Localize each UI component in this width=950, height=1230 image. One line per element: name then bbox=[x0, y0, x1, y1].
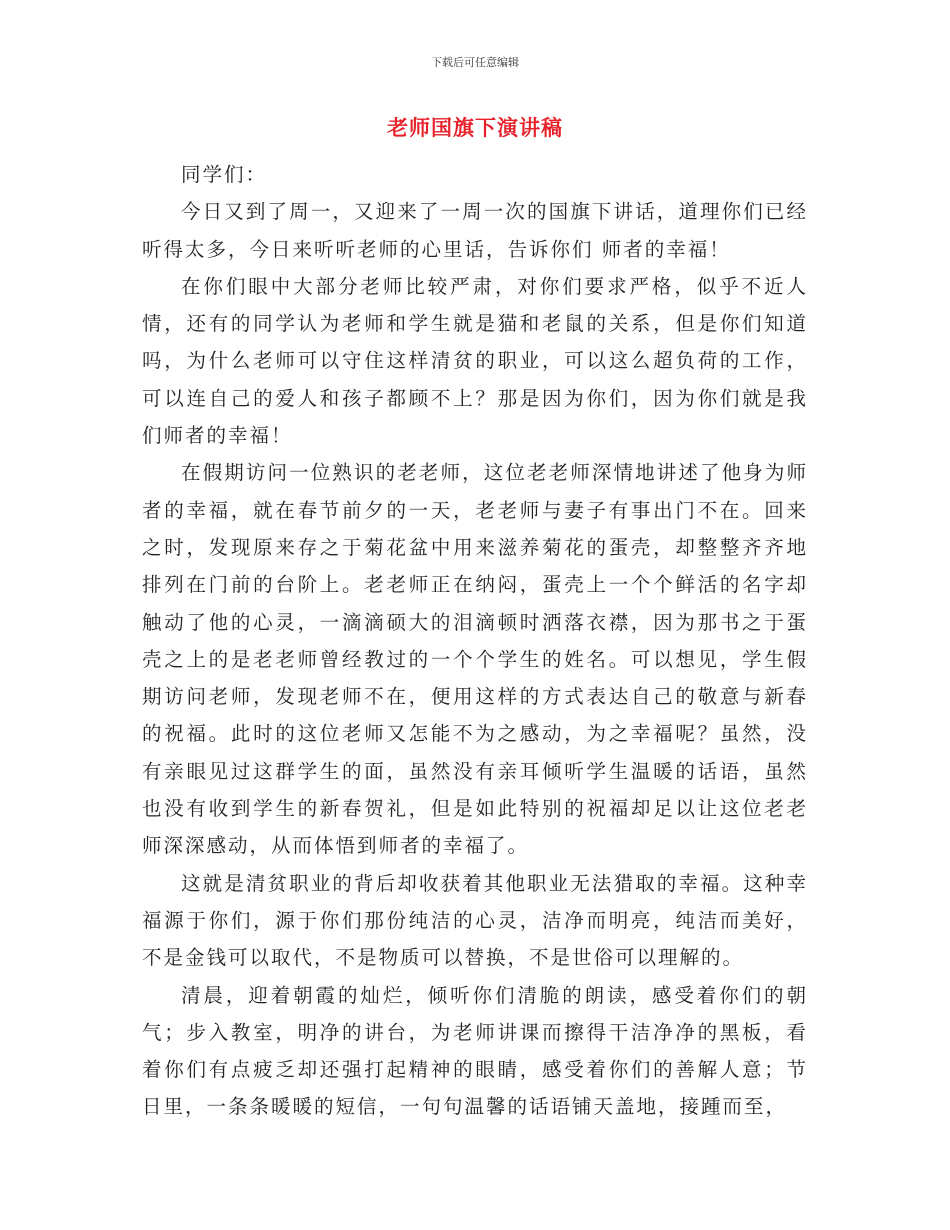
header-note: 下载后可任意编辑 bbox=[431, 56, 519, 69]
paragraph: 清晨，迎着朝霞的灿烂，倾听你们清脆的朗读，感受着你们的朝气；步入教室，明净的讲台，为老师讲课而擦得干洁净净的黑板，看着你们有点疲乏却还强打起精神的眼睛，感受着你们的善解人意；节日里，一条条暖暖的短信，一句句温馨的话语铺天盖地，接踵而至， bbox=[142, 983, 808, 1119]
paragraph: 这就是清贫职业的背后却收获着其他职业无法猎取的幸福。这种幸福源于你们，源于你们那份纯洁的心灵，洁净而明亮，纯洁而美好，不是金钱可以取代，不是物质可以替换，不是世俗可以理解的。 bbox=[142, 871, 808, 970]
paragraph: 今日又到了周一，又迎来了一周一次的国旗下讲话，道理你们已经听得太多，今日来听听老师的心里话，告诉你们 师者的幸福！ bbox=[142, 200, 808, 261]
document-body bbox=[142, 156, 808, 1126]
paragraph: 在假期访问一位熟识的老老师，这位老老师深情地讲述了他身为师者的幸福，就在春节前夕的一天，老老师与妻子有事出门不在。回来之时，发现原来存之于菊花盆中用来滋养菊花的蛋壳，却整整齐齐地排列在门前的台阶上。老老师正在纳闷，蛋壳上一个个鲜活的名字却触动了他的心灵，一滴滴硕大的泪滴顿时洒落衣襟，因为那书之于蛋壳之上的是老老师曾经教过的一个个学生的姓名。可以想见，学生假期访问老师，发现老师不在，便用这样的方式表达自己的敬意与新春的祝福。此时的这位老师又怎能不为之感动，为之幸福呢？虽然，没有亲眼见过这群学生的面，虽然没有亲耳倾听学生温暖的话语，虽然也没有收到学生的新春贺礼，但是如此特别的祝福却足以让这位老老师深深感动，从而体悟到师者的幸福了。 bbox=[142, 461, 808, 858]
document-title: 老师国旗下演讲稿 bbox=[387, 116, 563, 140]
paragraph: 在你们眼中大部分老师比较严肃，对你们要求严格，似乎不近人情，还有的同学认为老师和学生就是猫和老鼠的关系，但是你们知道吗，为什么老师可以守住这样清贫的职业，可以这么超负荷的工作，可以连自己的爱人和孩子都顾不上？那是因为你们，因为你们就是我们师者的幸福！ bbox=[142, 274, 808, 448]
paragraph-greeting: 同学们： bbox=[181, 163, 268, 186]
